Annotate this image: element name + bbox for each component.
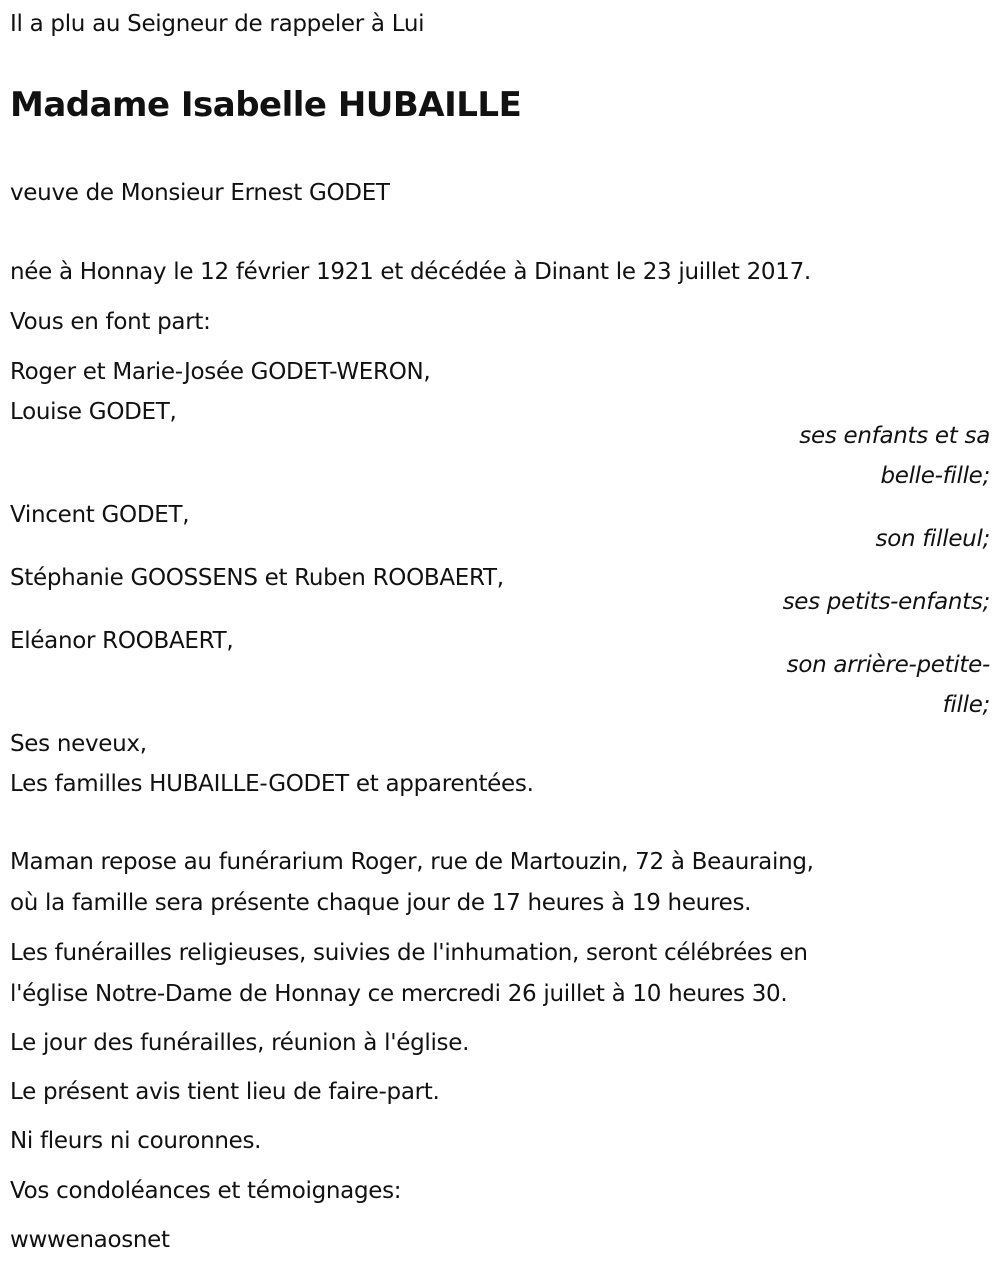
spouse-text: veuve de Monsieur Ernest GODET	[10, 180, 390, 206]
funeral-text: l'église Notre-Dame de Honnay ce mercredi 26 juillet à 10 heures 30.	[10, 981, 788, 1007]
relation-label: ses enfants et sa	[799, 423, 990, 449]
family-member: Roger et Marie-Josée GODET-WERON,	[10, 359, 431, 385]
condolences-text: Vos condoléances et témoignages:	[10, 1178, 402, 1204]
family-member: Louise GODET,	[10, 399, 177, 425]
family-member: Les familles HUBAILLE-GODET et apparentées.	[10, 771, 534, 797]
family-member: Stéphanie GOOSSENS et Ruben ROOBAERT,	[10, 565, 504, 591]
relation-label: belle-fille;	[880, 463, 990, 489]
family-member: Vincent GODET,	[10, 502, 190, 528]
website-link[interactable]: wwwenaosnet	[10, 1227, 170, 1253]
intro-text: Il a plu au Seigneur de rappeler à Lui	[10, 11, 425, 37]
funeral-text: Les funérailles religieuses, suivies de l'inhumation, seront célébrées en	[10, 940, 808, 966]
meeting-text: Le jour des funérailles, réunion à l'église.	[10, 1030, 470, 1056]
deceased-name: Madame Isabelle HUBAILLE	[10, 85, 522, 125]
relation-label: fille;	[942, 692, 990, 718]
relation-label: son filleul;	[875, 526, 990, 552]
birth-death-text: née à Honnay le 12 février 1921 et décédée à Dinant le 23 juillet 2017.	[10, 259, 811, 285]
family-member: Eléanor ROOBAERT,	[10, 628, 234, 654]
relation-label: ses petits-enfants;	[782, 589, 990, 615]
rest-text: où la famille sera présente chaque jour de 17 heures à 19 heures.	[10, 890, 752, 916]
notice-text: Le présent avis tient lieu de faire-part.	[10, 1079, 440, 1105]
relation-label: son arrière-petite-	[786, 652, 990, 678]
family-member: Ses neveux,	[10, 731, 147, 757]
rest-text: Maman repose au funérarium Roger, rue de Martouzin, 72 à Beauraing,	[10, 849, 814, 875]
announce-text: Vous en font part:	[10, 309, 211, 335]
flowers-text: Ni fleurs ni couronnes.	[10, 1128, 262, 1154]
